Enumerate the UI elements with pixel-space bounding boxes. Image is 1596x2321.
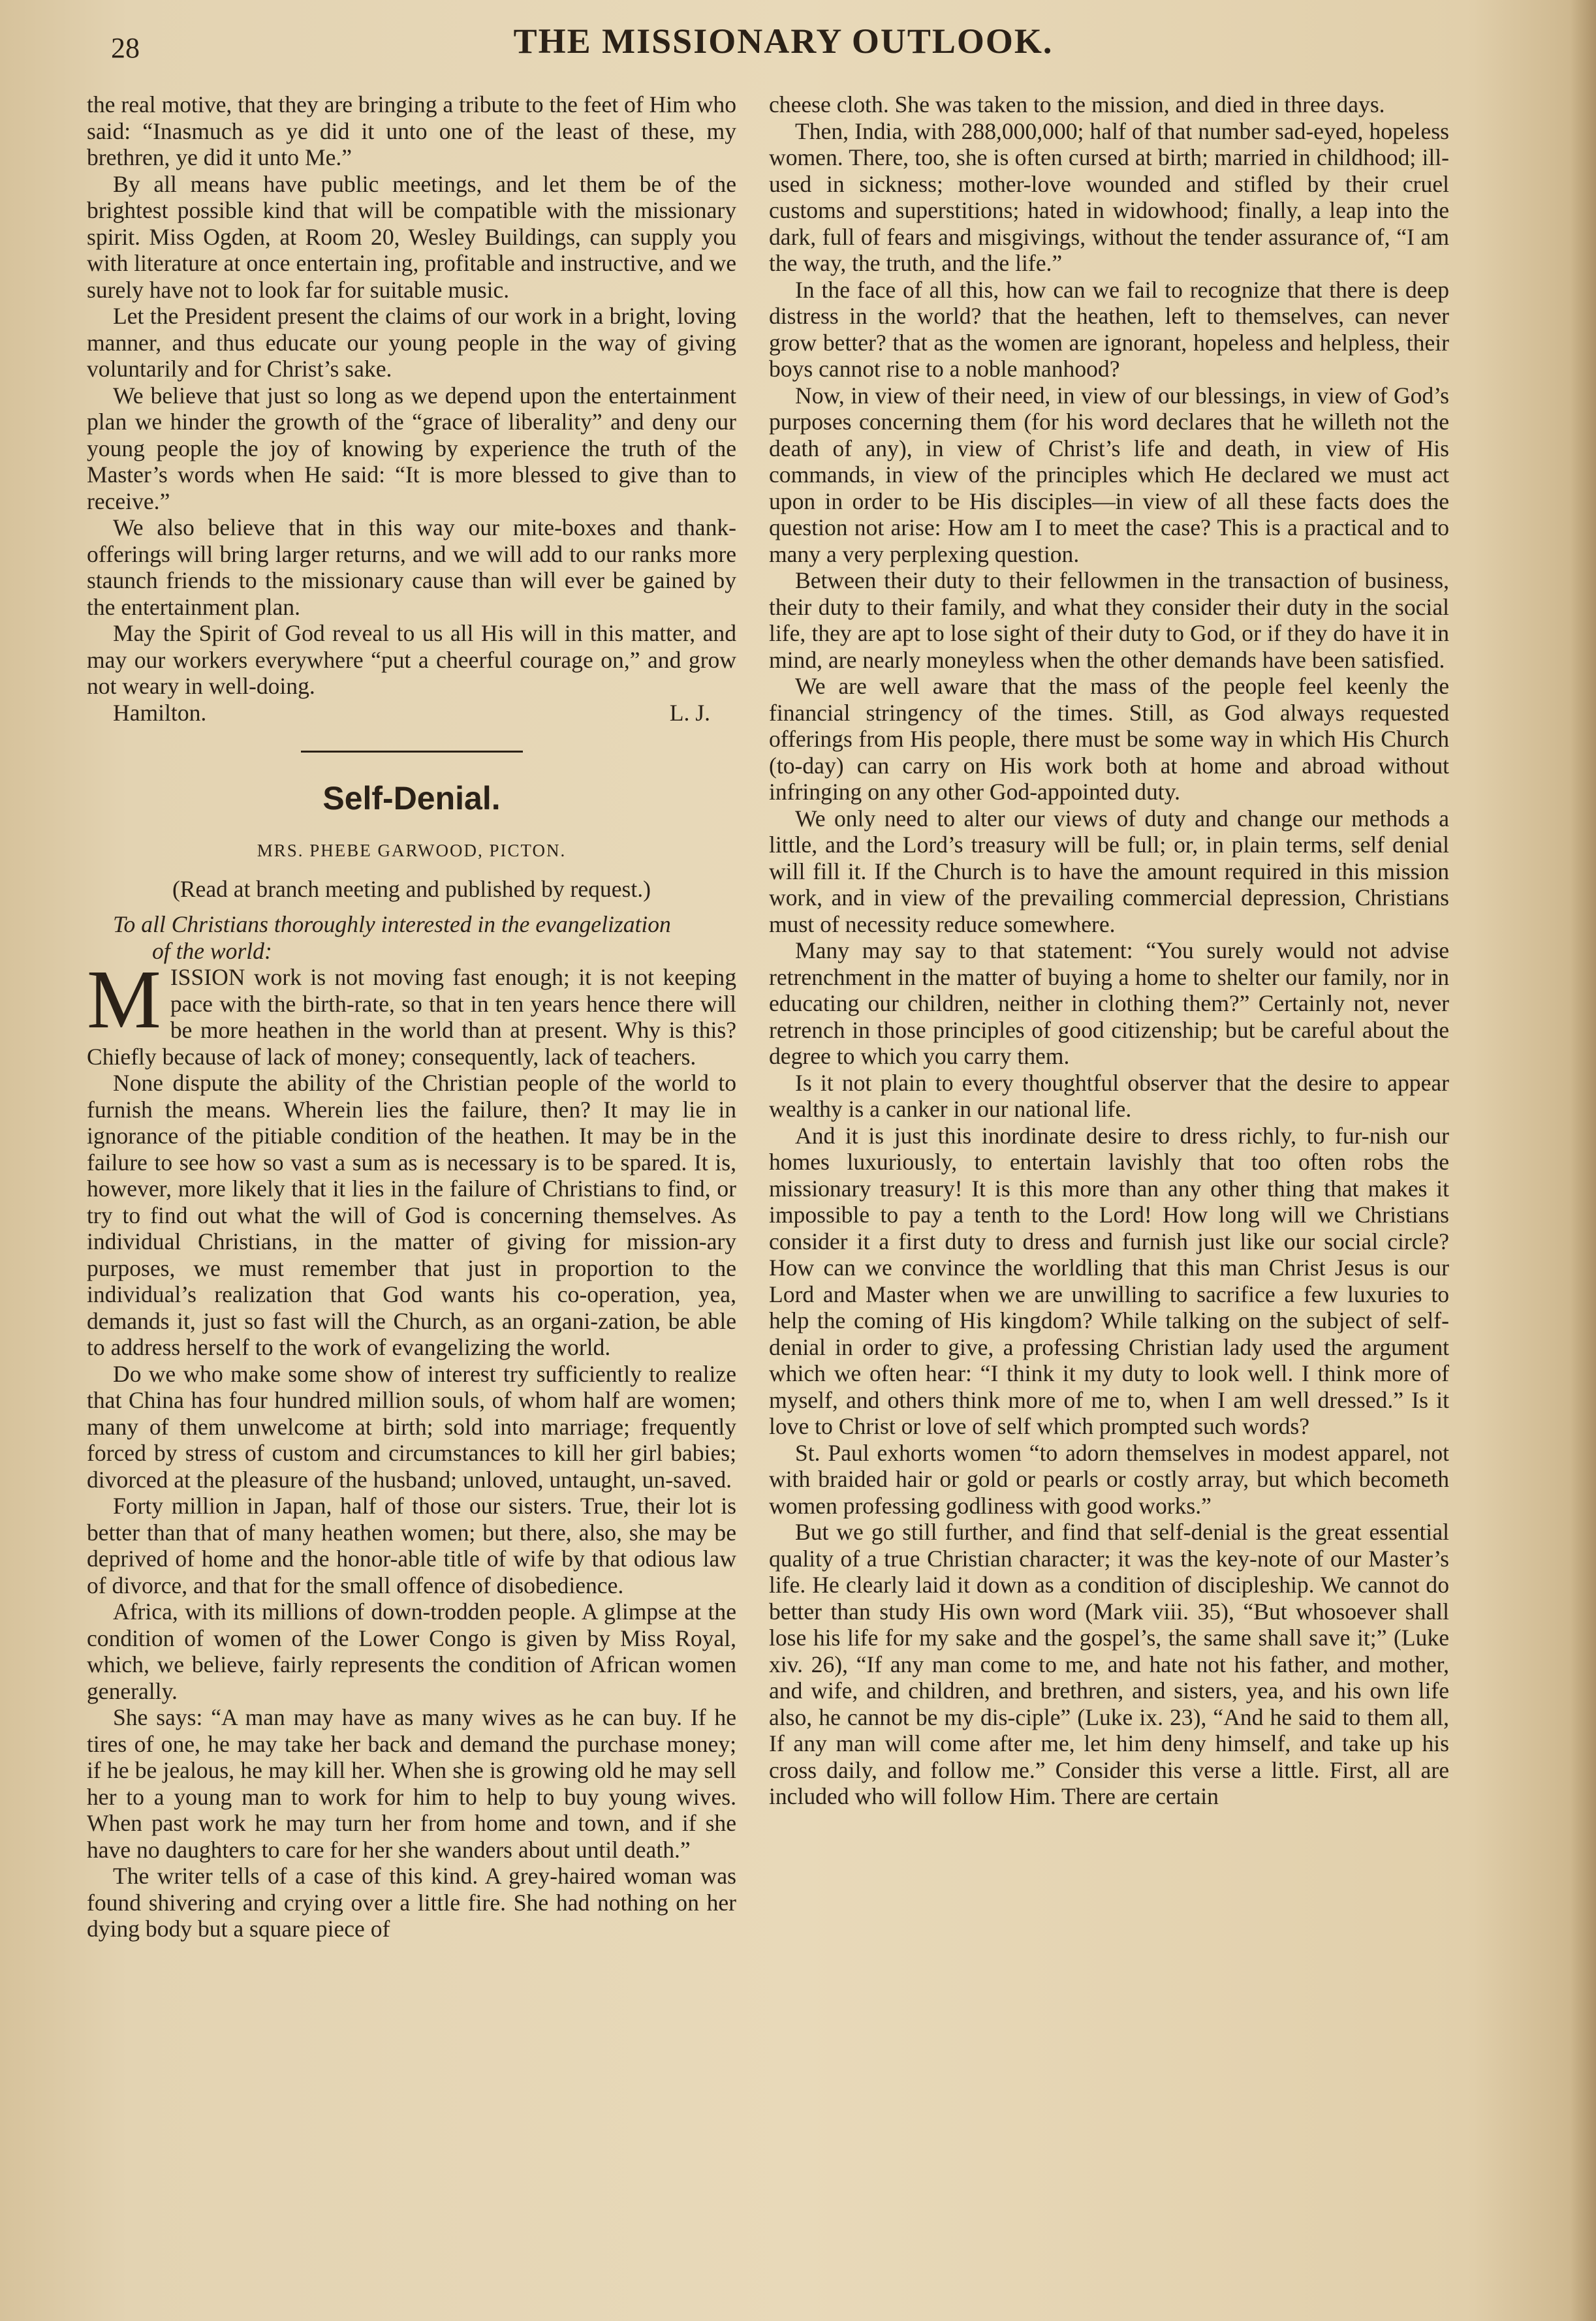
page-edge-shadow xyxy=(1570,0,1596,2321)
continuation-paragraph: cheese cloth. She was taken to the mission, and died in three days. xyxy=(769,91,1385,117)
article-byline: MRS. PHEBE GARWOOD, PICTON. xyxy=(257,841,567,860)
right-paragraph-4: Between their duty to their fellowmen in the transaction of business, their duty to their family, and what they consider their duty in the social life, they are apt to lose sight of their duty to God, or if they do have it in mind, are nearly moneyless when the other demands have been satisfied. xyxy=(769,567,1449,673)
right-paragraph-8: Is it not plain to every thoughtful observer that the desire to appear wealthy is a canker in our national life. xyxy=(769,1069,1449,1122)
right-paragraph-10: St. Paul exhorts women “to adorn themselves in modest apparel, not with braided hair or gold or pearls or costly array, but which becometh women professing godliness with good works.” xyxy=(769,1439,1449,1519)
page-number: 28 xyxy=(111,32,140,64)
article-dedication xyxy=(87,911,736,964)
right-paragraph-9: And it is just this inordinate desire to dress richly, to fur-nish our homes luxuriously, to entertain lavishly that too often robs the missionary treasury! It is this more than any other thing that makes it impossible to pay a tenth to the Lord! How long will we Christians consider it a first duty to dress and furnish just like our social circle? How can we convince the worldling that this man Christ Jesus is our Lord and Master when we are unwilling to sacrifice a few luxuries to help the coming of His kingdom? While talking on the subject of self-denial in order to give, a professing Christian lady used the argument which we often hear: “I think it my duty to look well. I think more of myself, and others think more of me to, when I am well dressed.” Is it love to Christ or love of self which prompted such words? xyxy=(769,1122,1449,1439)
dedication-line-2: of the world: xyxy=(152,937,272,964)
right-paragraph-5: We are well aware that the mass of the people feel keenly the financial stringency of the times. Still, as God always requested offerings from His people, there must be some way in which His Church (to-day) can carry on His work both at home and abroad without infringing on any other God-appointed duty. xyxy=(769,673,1449,805)
signature-place: Hamilton. xyxy=(113,699,207,726)
signature-initials: L. J. xyxy=(669,699,710,726)
intro-paragraph-6: May the Spirit of God reveal to us all His will in this matter, and may our workers everywhere “put a cheerful courage on,” and grow not weary in well-doing. xyxy=(87,620,736,699)
right-paragraph-3: Now, in view of their need, in view of our blessings, in view of God’s purposes concerning them (for his word declares that he willeth not the death of any), in view of Christ’s life and death, in view of His commands, in view of the principles which He declared we must act upon in order to be His disciples—in view of all these facts does the question not arise: How am I to meet the case? This is a practical and to many a very perplexing question. xyxy=(769,382,1449,567)
body-paragraph-5: She says: “A man may have as many wives as he can buy. If he tires of one, he may take her back and demand the purchase money; if he be jealous, he may kill her. When she is growing old he may sell her to a young man to work for him to help to buy young wives. When past work he may turn her from home and town, and if she have no daughters to care for her she wanders about until death.” xyxy=(87,1704,736,1863)
body-paragraph-4: Africa, with its millions of down-trodden people. A glimpse at the condition of women of the Lower Congo is given by Miss Royal, which, we believe, fairly represents the condition of African women generally. xyxy=(87,1598,736,1704)
body-paragraph-3: Forty million in Japan, half of those our sisters. True, their lot is better than that of many heathen women; but there, also, she may be deprived of home and the honor-able title of wife by that odious law of divorce, and that for the small offence of disobedience. xyxy=(87,1493,736,1598)
dedication-line-1: To all Christians thoroughly interested in the evangelization xyxy=(113,911,671,937)
right-paragraph-6: We only need to alter our views of duty and change our methods a little, and the Lord’s treasury will be full; or, in plain terms, self denial will fill it. If the Church is to have the amount required in this mission work, and in view of the prevailing commercial depression, Christians must of necessity reduce somewhere. xyxy=(769,805,1449,937)
intro-paragraph-1: the real motive, that they are bringing a tribute to the feet of Him who said: “Inasmuch as ye did it unto one of the least of these, my brethren, ye did it unto Me.” xyxy=(87,91,736,170)
section-divider xyxy=(301,751,523,753)
right-paragraph-2: In the face of all this, how can we fail to recognize that there is deep distress in the world? that the heathen, left to themselves, can never grow better? that as the women are ignorant, hopeless and helpless, their boys cannot rise to a noble manhood? xyxy=(769,276,1449,382)
intro-paragraph-3: Let the President present the claims of our work in a bright, loving manner, and thus educate our young people in the way of giving voluntarily and for Christ’s sake. xyxy=(87,303,736,382)
running-title: THE MISSIONARY OUTLOOK. xyxy=(513,22,1054,61)
intro-paragraph-4: We believe that just so long as we depend upon the entertainment plan we hinder the growth of the “grace of liberality” and deny our young people the joy of knowing by experience the truth of the Master’s words when He said: “It is more blessed to give than to receive.” xyxy=(87,382,736,514)
right-paragraph-7: Many may say to that statement: “You surely would not advise retrenchment in the matter of buying a home to shelter our family, nor in educating our children, neither in clothing them?” Certainly not, never retrench in those principles of good citizenship; but be careful about the degree to which you carry them. xyxy=(769,937,1449,1069)
opening-paragraph-text: ISSION work is not moving fast enough; it is not keeping pace with the birth-rate, so that in ten years hence there will be more heathen in the world than at present. Why is this? Chiefly because of lack of money; consequently, lack of teachers. xyxy=(87,964,736,1070)
left-column xyxy=(87,91,736,1942)
right-column xyxy=(769,91,1449,1810)
article-note: (Read at branch meeting and published by request.) xyxy=(172,875,651,902)
intro-paragraph-2: By all means have public meetings, and let them be of the brightest possible kind that will be compatible with the missionary spirit. Miss Ogden, at Room 20, Wesley Buildings, can supply you with literature at once entertain ing, profitable and instructive, and we surely have not to look far for suitable music. xyxy=(87,170,736,303)
drop-cap: M xyxy=(87,953,161,1046)
body-paragraph-6: The writer tells of a case of this kind. A grey-haired woman was found shivering and crying over a little fire. She had nothing on her dying body but a square piece of xyxy=(87,1863,736,1942)
right-paragraph-11: But we go still further, and find that self-denial is the great essential quality of a true Christian character; it was the key-note of our Master’s life. He clearly laid it down as a condition of discipleship. We cannot do better than study His own word (Mark viii. 35), “But whosoever shall lose his life for my sake and the gospel’s, the same shall save it;” (Luke xiv. 26), “If any man come to me, and hate not his father, and mother, and wife, and children, and brethren, and sisters, yea, and his own life also, he cannot be my dis-ciple” (Luke ix. 23), “And he said to them all, If any man will come after me, let him deny himself, and take up his cross daily, and follow me.” Consider this verse a little. First, all are included who will follow Him. There are certain xyxy=(769,1519,1449,1809)
signature-line xyxy=(87,700,736,726)
body-paragraph-1: None dispute the ability of the Christian people of the world to furnish the means. Wherein lies the failure, then? It may lie in ignorance of the pitiable condition of the heathen. It may be in the failure to see how so vast a sum as is necessary is to be spared. It is, however, more likely that it lies in the failure of Christians to find, or try to find out what the will of God is concerning themselves. As individual Christians, in the matter of giving for mission-ary purposes, we must remember that just in proportion to the individual’s realization that God wants his co-operation, yea, demands it, just so fast will the Church, as an organi-zation, be able to address herself to the work of evangelizing the world. xyxy=(87,1070,736,1360)
intro-paragraph-5: We also believe that in this way our mite-boxes and thank-offerings will bring larger returns, and we will add to our ranks more staunch friends to the missionary cause than will ever be gained by the entertainment plan. xyxy=(87,514,736,620)
opening-paragraph xyxy=(87,953,736,1070)
article-title: Self-Denial. xyxy=(322,780,501,817)
page-header xyxy=(104,20,1462,65)
body-paragraph-2: Do we who make some show of interest try sufficiently to realize that China has four hundred million souls, of whom half are women; many of them unwelcome at birth; sold into marriage; frequently forced by stress of custom and circumstances to kill her girl babies; divorced at the pleasure of the husband; unloved, untaught, un-saved. xyxy=(87,1360,736,1493)
right-paragraph-1: Then, India, with 288,000,000; half of that number sad-eyed, hopeless women. There, too, she is often cursed at birth; married in childhood; ill-used in sickness; mother-love wounded and stifled by their cruel customs and superstitions; hated in widowhood; finally, a leap into the dark, full of fears and misgivings, without the tender assurance of, “I am the way, the truth, and the life.” xyxy=(769,117,1449,276)
